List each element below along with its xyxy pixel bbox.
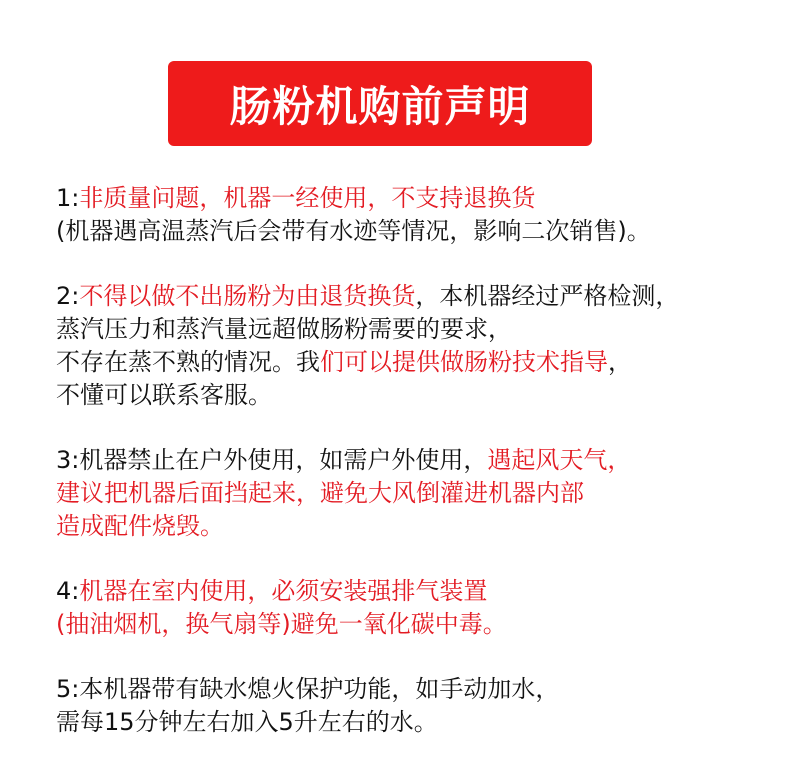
body-text: 3:机器禁止在户外使用，如需户外使用， — [56, 446, 488, 474]
notice-line — [56, 608, 776, 641]
notice-line — [56, 510, 776, 543]
highlight-text: 建议把机器后面挡起来，避免大风倒灌进机器内部 — [56, 479, 584, 507]
notice-line — [56, 215, 776, 248]
highlight-text: 不得以做不出肠粉为由退货换货 — [79, 282, 416, 310]
notice-line — [56, 477, 776, 510]
notice-line — [56, 575, 776, 608]
body-text: 2: — [56, 282, 80, 310]
page-title: 肠粉机购前声明 — [229, 81, 531, 131]
body-text: ， — [608, 348, 632, 376]
notice-item-3 — [56, 444, 776, 543]
body-text: 蒸汽压力和蒸汽量远超做肠粉需要的要求， — [56, 315, 512, 343]
body-text: 5:本机器带有缺水熄火保护功能，如手动加水， — [56, 675, 560, 703]
highlight-text: 非质量问题，机器一经使用，不支持退换货 — [79, 184, 536, 212]
body-text: 不懂可以联系客服。 — [56, 381, 272, 409]
highlight-text: (抽油烟机，换气扇等)避免一氧化碳中毒。 — [56, 610, 507, 638]
body-text: (机器遇高温蒸汽后会带有水迹等情况，影响二次销售)。 — [56, 217, 651, 245]
notice-item-2 — [56, 280, 776, 412]
notice-item-5 — [56, 673, 776, 739]
body-text: 4: — [56, 577, 80, 605]
notice-line — [56, 379, 776, 412]
notice-line — [56, 706, 776, 739]
body-text: 需每15分钟左右加入5升左右的水。 — [56, 708, 438, 736]
notice-list — [56, 182, 776, 771]
notice-line — [56, 346, 776, 379]
highlight-text: 遇起风天气， — [487, 446, 632, 474]
notice-line — [56, 444, 776, 477]
highlight-text: 们可以提供做肠粉技术指导 — [320, 348, 608, 376]
notice-line — [56, 280, 776, 313]
notice-item-1 — [56, 182, 776, 248]
highlight-text: 造成配件烧毁。 — [56, 512, 224, 540]
body-text: ，本机器经过严格检测， — [415, 282, 680, 310]
notice-line — [56, 313, 776, 346]
title-banner — [168, 61, 592, 146]
notice-item-4 — [56, 575, 776, 641]
body-text: 不存在蒸不熟的情况。我 — [56, 348, 320, 376]
body-text: 1: — [56, 184, 80, 212]
highlight-text: 机器在室内使用，必须安装强排气装置 — [79, 577, 488, 605]
notice-line — [56, 182, 776, 215]
notice-line — [56, 673, 776, 706]
